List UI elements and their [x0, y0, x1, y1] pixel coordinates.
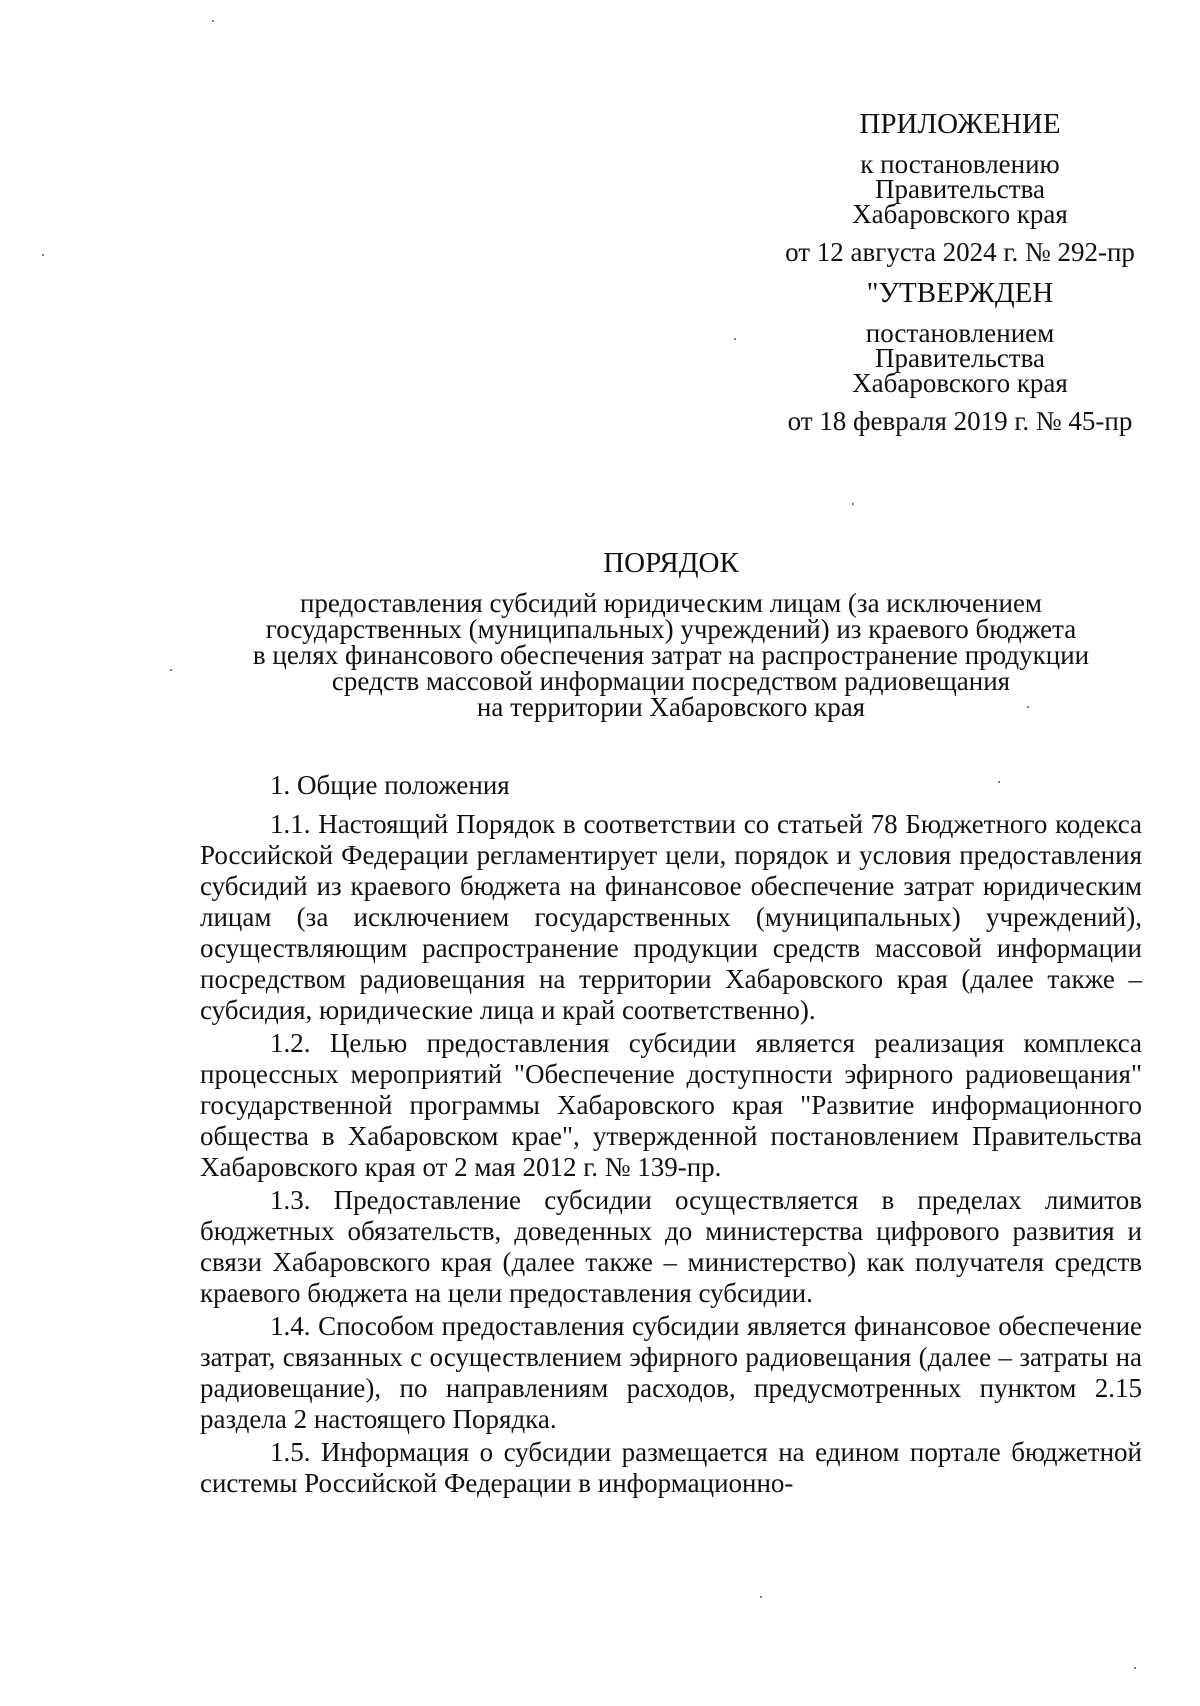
appendix-heading: ПРИЛОЖЕНИЕ [859, 108, 1061, 140]
document-subtitle [200, 590, 1142, 720]
scan-speck [212, 20, 214, 22]
approval-line: Правительства [875, 343, 1045, 373]
scan-speck [998, 781, 1000, 783]
scan-speck [1134, 1667, 1136, 1669]
scan-speck [170, 669, 172, 671]
approval-line: постановлением [865, 318, 1055, 348]
paragraph: 1.3. Предоставление субсидии осуществляется в пределах лимитов бюджетных обязательств, доведенных до министерства цифрового развития и связи Хабаровского края (далее также – министерство) как получателя средств краевого бюджета на цели предоставления субсидии. [200, 1185, 1142, 1308]
document-title: ПОРЯДОК [603, 547, 739, 579]
scan-speck [760, 1596, 762, 1598]
paragraph: 1.5. Информация о субсидии размещается на едином портале бюджетной системы Российской Федерации в информационно- [200, 1437, 1142, 1498]
document-title-block [200, 546, 1142, 720]
scan-speck [1027, 706, 1029, 708]
paragraph: 1.2. Целью предоставления субсидии является реализация комплекса процессных мероприятий "Обеспечение доступности эфирного радиовещания" государственной программы Хабаровского края "Развитие информационного общества в Хабаровском крае", утвержденной постановлением Правительства Хабаровского края от 2 мая 2012 г. № 139-пр. [200, 1028, 1142, 1182]
approval-stamp-block [740, 108, 1180, 446]
subtitle-line: на территории Хабаровского края [476, 692, 866, 722]
paragraph: 1.4. Способом предоставления субсидии является финансовое обеспечение затрат, связанных с осуществлением эфирного радиовещания (далее – затраты на радиовещание), по направлениям расходов, предусмотренных пунктом 2.15 раздела 2 настоящего Порядка. [200, 1311, 1142, 1434]
approval-line: Правительства [875, 174, 1045, 204]
subtitle-line: предоставления субсидий юридическим лицам (за исключением [299, 588, 1043, 618]
scan-speck [734, 338, 736, 340]
subtitle-line: в целях финансового обеспечения затрат на распространение продукции [252, 640, 1090, 670]
document-body [200, 770, 1142, 1501]
subtitle-line: государственных (муниципальных) учреждений) из краевого бюджета [265, 614, 1077, 644]
section-heading: 1. Общие положения [270, 770, 510, 800]
appendix-date: от 12 августа 2024 г. № 292-пр [785, 237, 1135, 267]
approval-line: к постановлению [860, 149, 1060, 179]
approval-line: Хабаровского края [852, 368, 1068, 398]
paragraph: 1.1. Настоящий Порядок в соответствии со статьей 78 Бюджетного кодекса Российской Федерации регламентирует цели, порядок и условия предоставления субсидий из краевого бюджета на финансовое обеспечение затрат юридическим лицам (за исключением государственных (муниципальных) учреждений), осуществляющим распространение продукции средств массовой информации посредством радиовещания на территории Хабаровского края (далее также – субсидия, юридические лица и край соответственно). [200, 809, 1142, 1025]
approved-heading: "УТВЕРЖДЕН [866, 277, 1054, 309]
approved-date: от 18 февраля 2019 г. № 45-пр [787, 406, 1133, 436]
scan-speck [42, 254, 44, 256]
scan-speck [852, 503, 854, 505]
approval-line: Хабаровского края [852, 199, 1068, 229]
subtitle-line: средств массовой информации посредством радиовещания [331, 666, 1011, 696]
